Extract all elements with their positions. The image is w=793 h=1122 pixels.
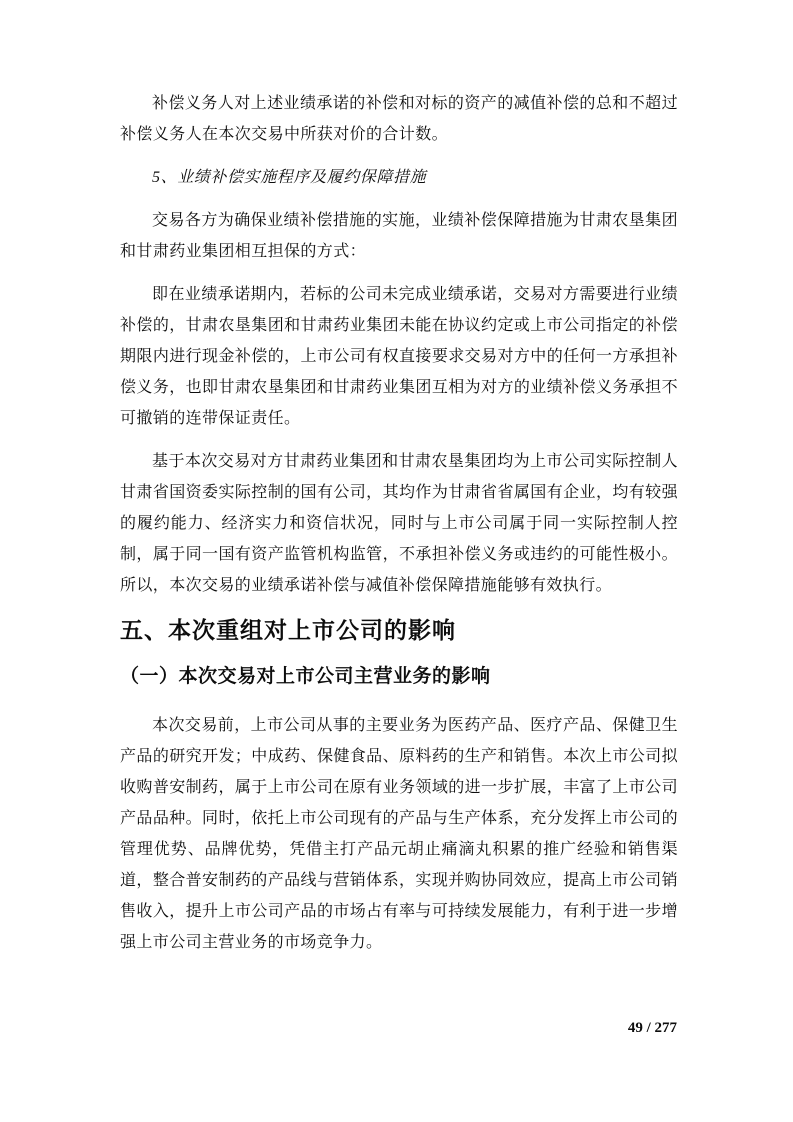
heading-section-5-impact-on-listed-company: 五、本次重组对上市公司的影响 — [120, 617, 456, 643]
paragraph-compensation-cap: 补偿义务人对上述业绩承诺的补偿和对标的资产的减值补偿的总和不超过补偿义务人在本次交易中所获对价的合计数。 — [120, 95, 678, 143]
heading-subsection-1-main-business-impact: （一）本次交易对上市公司主营业务的影响 — [120, 666, 491, 687]
paragraph-guarantee-mechanism: 即在业绩承诺期内，若标的公司未完成业绩承诺，交易对方需要进行业绩补偿的，甘肃农垦集团和甘肃药业集团未能在协议约定或上市公司指定的补偿期限内进行现金补偿的，上市公司有权直接要求交易对方中的任何一方承担补偿义务，也即甘肃农垦集团和甘肃药业集团互相为对方的业绩补偿义务承担不可撤销的连带保证责任。 — [120, 286, 678, 427]
page-number: 49 / 277 — [627, 1020, 677, 1036]
subheading-performance-compensation-procedure: 5、业绩补偿实施程序及履约保障措施 — [152, 169, 427, 186]
paragraph-state-owned-credibility: 基于本次交易对方甘肃药业集团和甘肃农垦集团均为上市公司实际控制人甘肃省国资委实际控制的国有公司，其均作为甘肃省省属国有企业，均有较强的履约能力、经济实力和资信状况，同时与上市公司属于同一实际控制人控制，属于同一国有资产监管机构监管，不承担补偿义务或违约的可能性极小。所以，本次交易的业绩承诺补偿与减值补偿保障措施能够有效执行。 — [120, 453, 678, 594]
paragraph-mutual-guarantee-intro: 交易各方为确保业绩补偿措施的实施，业绩补偿保障措施为甘肃农垦集团和甘肃药业集团相互担保的方式： — [120, 212, 678, 260]
paragraph-main-business-impact: 本次交易前，上市公司从事的主要业务为医药产品、医疗产品、保健卫生产品的研究开发；中成药、保健食品、原料药的生产和销售。本次上市公司拟收购普安制药，属于上市公司在原有业务领域的进一步扩展，丰富了上市公司产品品种。同时，依托上市公司现有的产品与生产体系，充分发挥上市公司的管理优势、品牌优势，凭借主打产品元胡止痛滴丸积累的推广经验和销售渠道，整合普安制药的产品线与营销体系，实现并购协同效应，提高上市公司销售收入，提升上市公司产品的市场占有率与可持续发展能力，有利于进一步增强上市公司主营业务的市场竞争力。 — [120, 717, 678, 951]
